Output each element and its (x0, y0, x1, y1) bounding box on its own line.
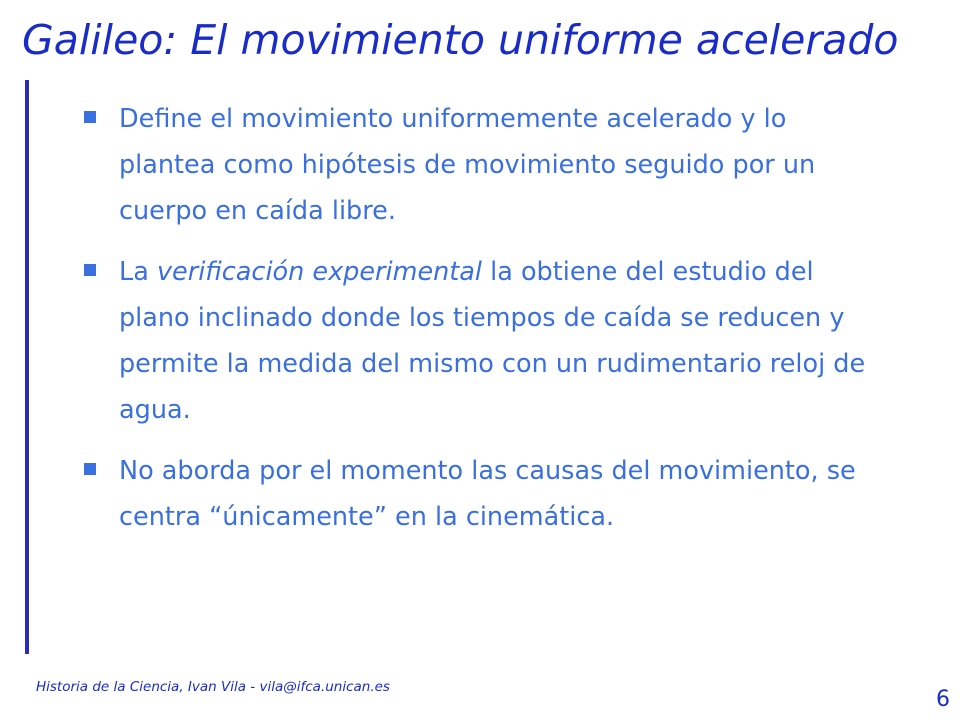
bullet-text (119, 456, 856, 532)
bullet-text-emphasis: verificación experimental (156, 257, 483, 287)
slide-footer: Historia de la Ciencia, Ivan Vila - vila@ifca.unican.es (36, 679, 390, 695)
square-bullet-icon (84, 111, 96, 123)
slide-title: Galileo: El movimiento uniforme acelerado (22, 16, 899, 64)
bullet-text (119, 104, 815, 226)
left-vertical-rule (25, 80, 29, 654)
square-bullet-icon (84, 264, 96, 276)
bullet-text-segment: No aborda por el momento las causas del movimiento, se centra “únicamente” en la cinemática. (119, 456, 856, 532)
square-bullet-icon (84, 463, 96, 475)
bullet-item (78, 96, 878, 234)
bullet-list (78, 96, 878, 555)
bullet-text (119, 257, 865, 425)
bullet-text-segment: la obtiene del estudio del plano inclinado donde los tiempos de caída se reducen y permite la medida del mismo con un rudimentario reloj de agua. (119, 257, 866, 425)
page-number: 6 (936, 687, 950, 712)
bullet-item (78, 249, 878, 433)
bullet-item (78, 448, 878, 540)
bullet-text-segment: La (119, 257, 157, 287)
bullet-text-segment: Define el movimiento uniformemente acelerado y lo plantea como hipótesis de movimiento seguido por un cuerpo en caída libre. (119, 104, 816, 226)
